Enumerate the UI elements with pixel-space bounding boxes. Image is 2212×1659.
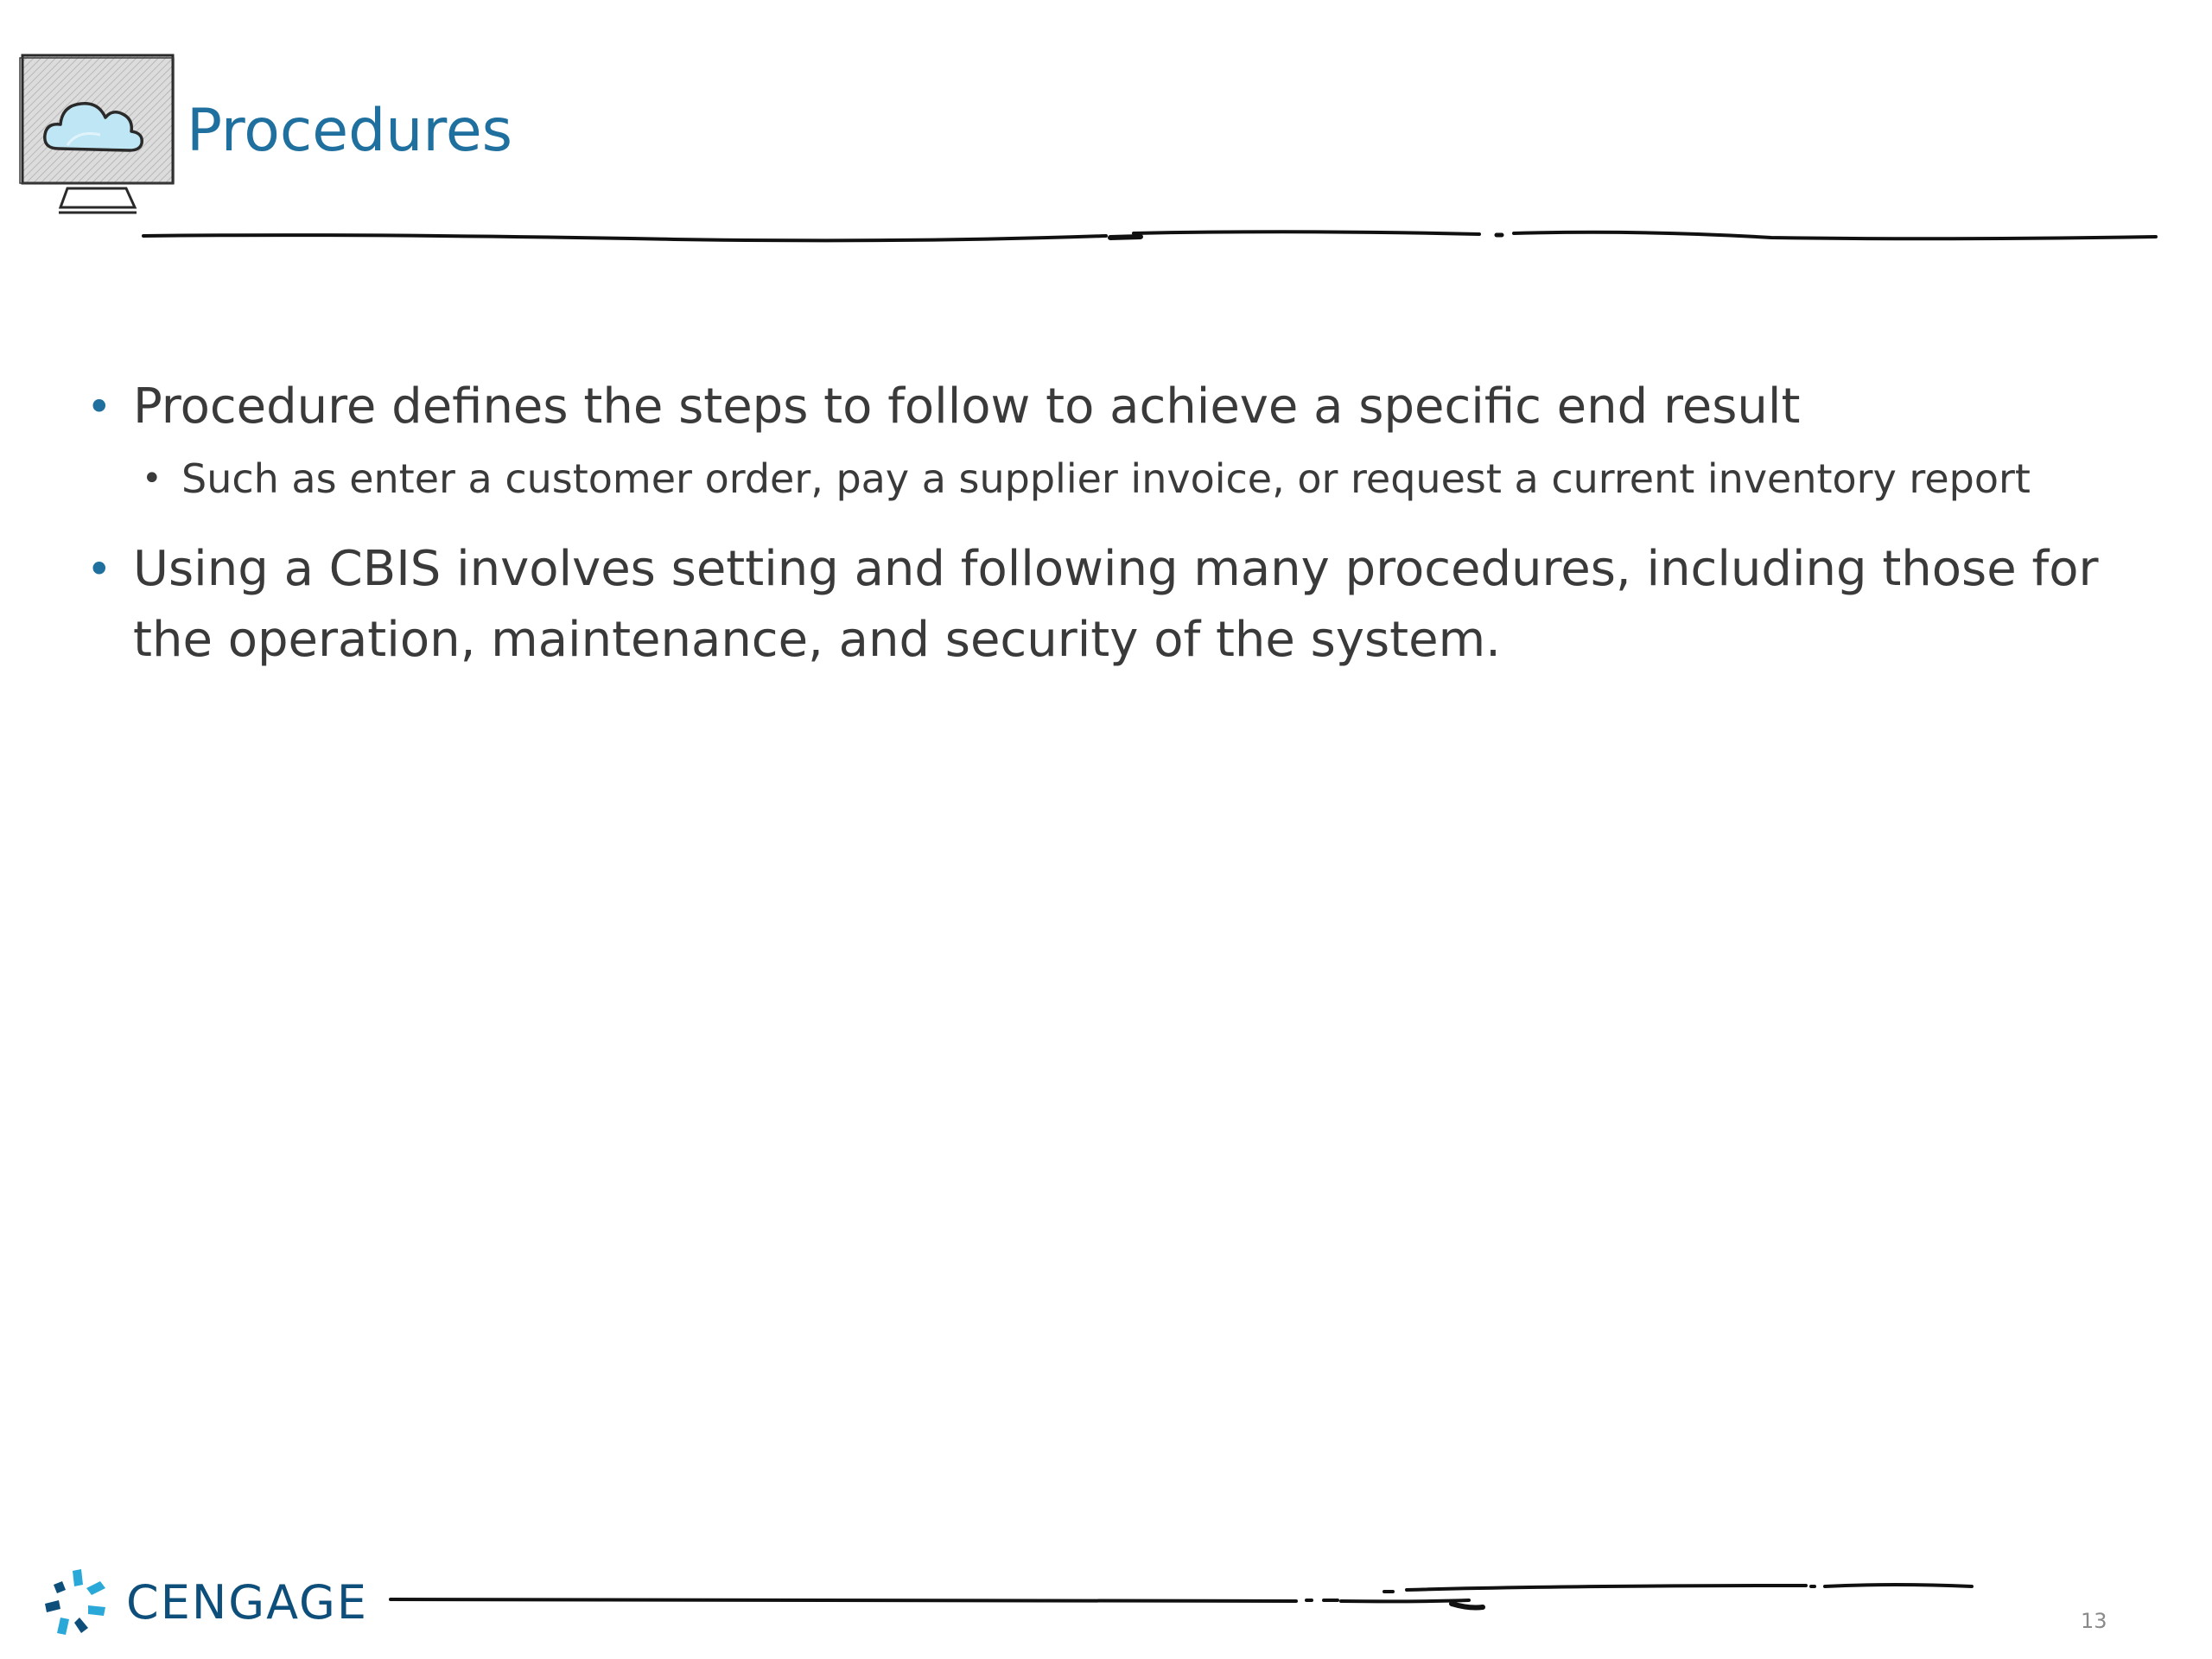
cengage-logo-icon <box>40 1566 114 1640</box>
bullet-list <box>86 372 2143 676</box>
bullet-text: • Procedure defines the steps to follow to achieve a specific end result <box>133 378 1801 435</box>
title-underline <box>143 232 2156 240</box>
sub-bullet-list <box>142 448 2146 510</box>
bullet-item <box>86 534 2146 676</box>
footer-rule <box>391 1585 1972 1608</box>
slide-title: Procedures <box>187 97 513 165</box>
sub-bullet-item <box>142 448 2134 510</box>
monitor-cloud-icon <box>17 52 181 225</box>
brand-name: CENGAGE <box>126 1575 369 1630</box>
bullet-text: • Using a CBIS involves setting and following many procedures, including those for the operation, maintenance, and security of the system. <box>133 541 2099 668</box>
cengage-logo <box>40 1564 368 1642</box>
bullet-item <box>86 372 2146 510</box>
sub-bullet-text: • Such as enter a customer order, pay a supplier invoice, or request a current inventory report <box>181 455 2031 502</box>
page-number: 13 <box>2081 1609 2107 1633</box>
